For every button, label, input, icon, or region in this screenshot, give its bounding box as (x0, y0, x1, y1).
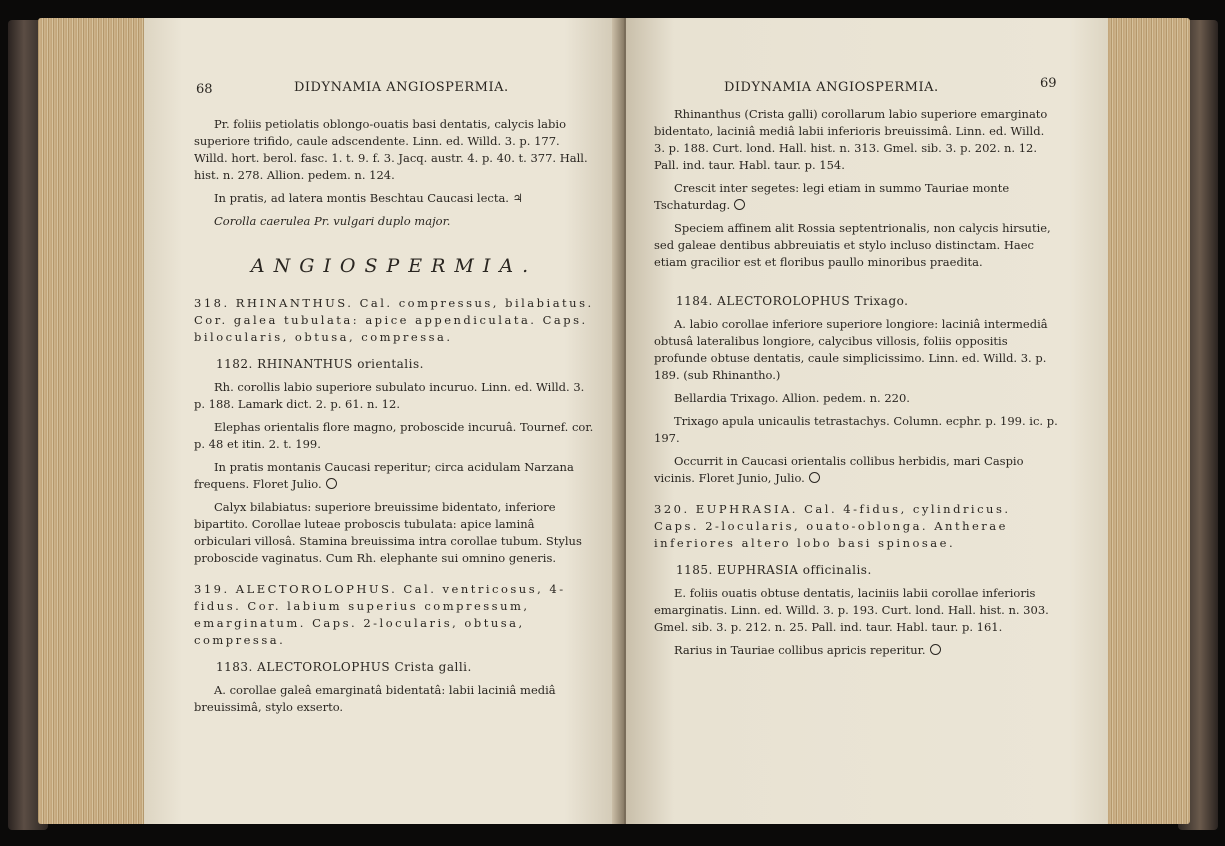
left-running-header: DIDYNAMIA ANGIOSPERMIA. (294, 80, 509, 95)
left-page-number: 68 (196, 82, 213, 97)
left-paragraph-7: Calyx bilabiatus: superiore breuissime bidentato, inferiore bipartito. Corollae luteae proboscis tubulata: apice laminâ orbiculari villosâ. Stamina breuissima intra corollae tubum. Stylus proboscide vaginatus. Cum Rh. elephante sui omnino generis. (194, 500, 582, 565)
right-paragraph-6: Trixago apula unicaulis tetrastachys. Column. ecphr. p. 199. ic. p. 197. (654, 414, 1058, 445)
section-title: ANGIOSPERMIA. (250, 255, 538, 277)
species-1184-heading: 1184. ALECTOROLOPHUS Trixago. (676, 294, 909, 308)
right-paragraph-9-text: Rarius in Tauriae collibus apricis reperitur. (674, 643, 926, 657)
right-paragraph-2 (654, 180, 1058, 214)
species-1182-heading: 1182. RHINANTHUS orientalis. (216, 357, 424, 371)
annual-symbol-icon (930, 644, 941, 655)
left-paragraph-2-text: In pratis, ad latera montis Beschtau Caucasi lecta. (214, 191, 509, 205)
page-edges-left (38, 18, 148, 824)
right-page-number: 69 (1040, 76, 1057, 91)
left-page (144, 18, 622, 824)
left-page-body (194, 116, 594, 722)
open-book (8, 14, 1218, 838)
right-paragraph-7 (654, 453, 1058, 487)
left-paragraph-6 (194, 459, 594, 493)
section-heading (194, 255, 594, 277)
species-1183-heading: 1183. ALECTOROLOPHUS Crista galli. (216, 660, 472, 674)
right-paragraph-8: E. foliis ouatis obtuse dentatis, laciniis labii corollae inferioris emarginatis. Linn. ed. Willd. 3. p. 193. Curt. lond. Hall. hist. n. 303. Gmel. sib. 3. p. 212. n. 25. Pall. ind. taur. Habl. taur. p. 161. (654, 586, 1049, 634)
right-paragraph-7-text: Occurrit in Caucasi orientalis collibus herbidis, mari Caspio vicinis. Floret Junio, Julio. (654, 454, 1024, 485)
right-paragraph-3: Speciem affinem alit Rossia septentrionalis, non calycis hirsutie, sed galeae dentibus abbreuiatis et stylo incluso distinctam. Haec etiam gracilior est et floribus paullo minoribus praedita. (654, 221, 1051, 269)
annual-symbol-icon (326, 478, 337, 489)
left-paragraph-6-text: In pratis montanis Caucasi reperitur; circa acidulam Narzana frequens. Floret Julio. (194, 460, 574, 491)
annual-symbol-icon (809, 472, 820, 483)
right-page-body (654, 106, 1058, 665)
right-paragraph-2-text: Crescit inter segetes: legi etiam in summo Tauriae monte Tschaturdag. (654, 181, 1010, 212)
right-paragraph-5: Bellardia Trixago. Allion. pedem. n. 220. (674, 391, 910, 405)
right-paragraph-1: Rhinanthus (Crista galli) corollarum labio superiore emarginato bidentato, laciniâ mediâ labii inferioris breuissimâ. Linn. ed. Willd. 3. p. 188. Curt. lond. Hall. hist. n. 313. Gmel. sib. 3. p. 202. n. 12. Pall. ind. taur. Habl. taur. p. 154. (654, 107, 1048, 172)
genus-318: 318. RHINANTHUS. Cal. compressus, bilabiatus. Cor. galea tubulata: apice appendiculata. Caps. bilocularis, obtusa, compressa. (194, 296, 594, 344)
annual-symbol-icon (734, 199, 745, 210)
right-running-header: DIDYNAMIA ANGIOSPERMIA. (724, 80, 939, 95)
left-paragraph-3: Corolla caerulea Pr. vulgari duplo major. (214, 214, 451, 228)
right-page (626, 18, 1108, 824)
left-paragraph-5: Elephas orientalis flore magno, proboscide incuruâ. Tournef. cor. p. 48 et itin. 2. t. 199. (194, 420, 594, 451)
species-1185-heading: 1185. EUPHRASIA officinalis. (676, 563, 872, 577)
left-paragraph-8: A. corollae galeâ emarginatâ bidentatâ: labii laciniâ mediâ breuissimâ, stylo exserto. (194, 683, 556, 714)
genus-320: 320. EUPHRASIA. Cal. 4-fidus, cylindricus. Caps. 2-locularis, ouato-oblonga. Antherae inferiores altero lobo basi spinosae. (654, 502, 1011, 550)
left-paragraph-4: Rh. corollis labio superiore subulato incuruo. Linn. ed. Willd. 3. p. 188. Lamark dict. 2. p. 61. n. 12. (194, 380, 585, 411)
right-paragraph-9 (654, 642, 1058, 659)
perennial-symbol: ♃ (512, 191, 523, 205)
left-paragraph-1: Pr. foliis petiolatis oblongo-ouatis basi dentatis, calycis labio superiore trifido, caule adscendente. Linn. ed. Willd. 3. p. 177. Willd. hort. berol. fasc. 1. t. 9. f. 3. Jacq. austr. 4. p. 40. t. 377. Hall. hist. n. 278. Allion. pedem. n. 124. (194, 117, 588, 182)
genus-319: 319. ALECTOROLOPHUS. Cal. ventricosus, 4-fidus. Cor. labium superius compressum, emarginatum. Caps. 2-locularis, obtusa, compressa. (194, 582, 566, 647)
right-paragraph-4: A. labio corollae inferiore superiore longiore: laciniâ intermediâ obtusâ lateralibus longiore, calycibus villosis, foliis oppositis profunde obtuse dentatis, caule simplicissimo. Linn. ed. Willd. 3. p. 189. (sub Rhinantho.) (654, 317, 1048, 382)
left-paragraph-2 (194, 190, 594, 207)
